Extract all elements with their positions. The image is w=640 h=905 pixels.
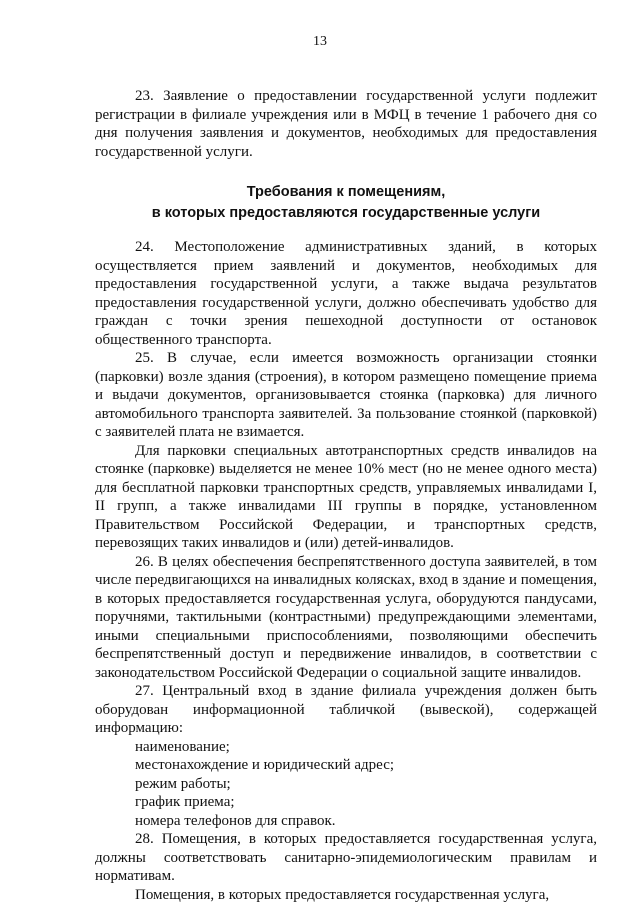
list-item: номера телефонов для справок.	[135, 812, 336, 829]
page-number: 13	[313, 34, 327, 49]
paragraph-26: 26. В целях обеспечения беспрепятственного доступа заявителей, в том числе передвигающихся на инвалидных колясках, вход в здание и помещения, в которых предоставляется государственная услуга, оборудуются пандусами, поручнями, тактильными (контрастными) предупреждающими элементами, иными специальными приспособлениями, позволяющими обеспечить беспрепятственный доступ и передвижение инвалидов, в соответствии с законодательством Российской Федерации о социальной защите инвалидов.	[95, 553, 597, 681]
paragraph-24: 24. Местоположение административных зданий, в которых осуществляется прием заявлений и документов, необходимых для предоставления государственной услуги, а также выдача результатов предоставления государственной услуги, должно обеспечивать удобство для граждан с точки зрения пешеходной доступности от остановок общественного транспорта.	[95, 239, 597, 348]
list-item: график приема;	[135, 794, 235, 810]
list-item: режим работы;	[135, 775, 231, 792]
paragraph-28: 28. Помещения, в которых предоставляется государственная услуга, должны соответствовать санитарно-эпидемиологическим правилам и нормативам.	[95, 831, 597, 884]
paragraph-25: 25. В случае, если имеется возможность организации стоянки (парковки) возле здания (строения), в котором размещено помещение приема и выдачи документов, организовывается стоянка (парковка) для личного автомобильного транспорта заявителей. За пользование стоянкой (парковкой) с заявителей плата не взимается.	[95, 350, 597, 440]
list-item: местонахождение и юридический адрес;	[135, 757, 395, 773]
section-heading-line-2: в которых предоставляются государственные услуги	[151, 205, 541, 221]
paragraph-27: 27. Центральный вход в здание филиала учреждения должен быть оборудован информационной табличкой (вывеской), содержащей информацию:	[95, 683, 597, 736]
paragraph-28-continued: Помещения, в которых предоставляется государственная услуга,	[135, 886, 550, 903]
list-item: наименование;	[135, 738, 230, 755]
section-heading-line-1: Требования к помещениям,	[246, 184, 446, 200]
section-heading	[95, 182, 597, 224]
paragraph-25-parking: Для парковки специальных автотранспортных средств инвалидов на стоянке (парковке) выделяется не менее 10% мест (но не менее одного места) для бесплатной парковки транспортных средств, управляемых инвалидами I, II групп, а также инвалидами III группы в порядке, установленном Правительством Российской Федерации, и транспортных средств, перевозящих таких инвалидов и (или) детей-инвалидов.	[95, 442, 597, 551]
info-sign-list	[95, 738, 597, 831]
page-content	[95, 87, 597, 904]
paragraph-23: 23. Заявление о предоставлении государственной услуги подлежит регистрации в филиале учреждения или в МФЦ в течение 1 рабочего дня со дня получения заявления и документов, необходимых для предоставления государственной услуги.	[95, 88, 597, 160]
